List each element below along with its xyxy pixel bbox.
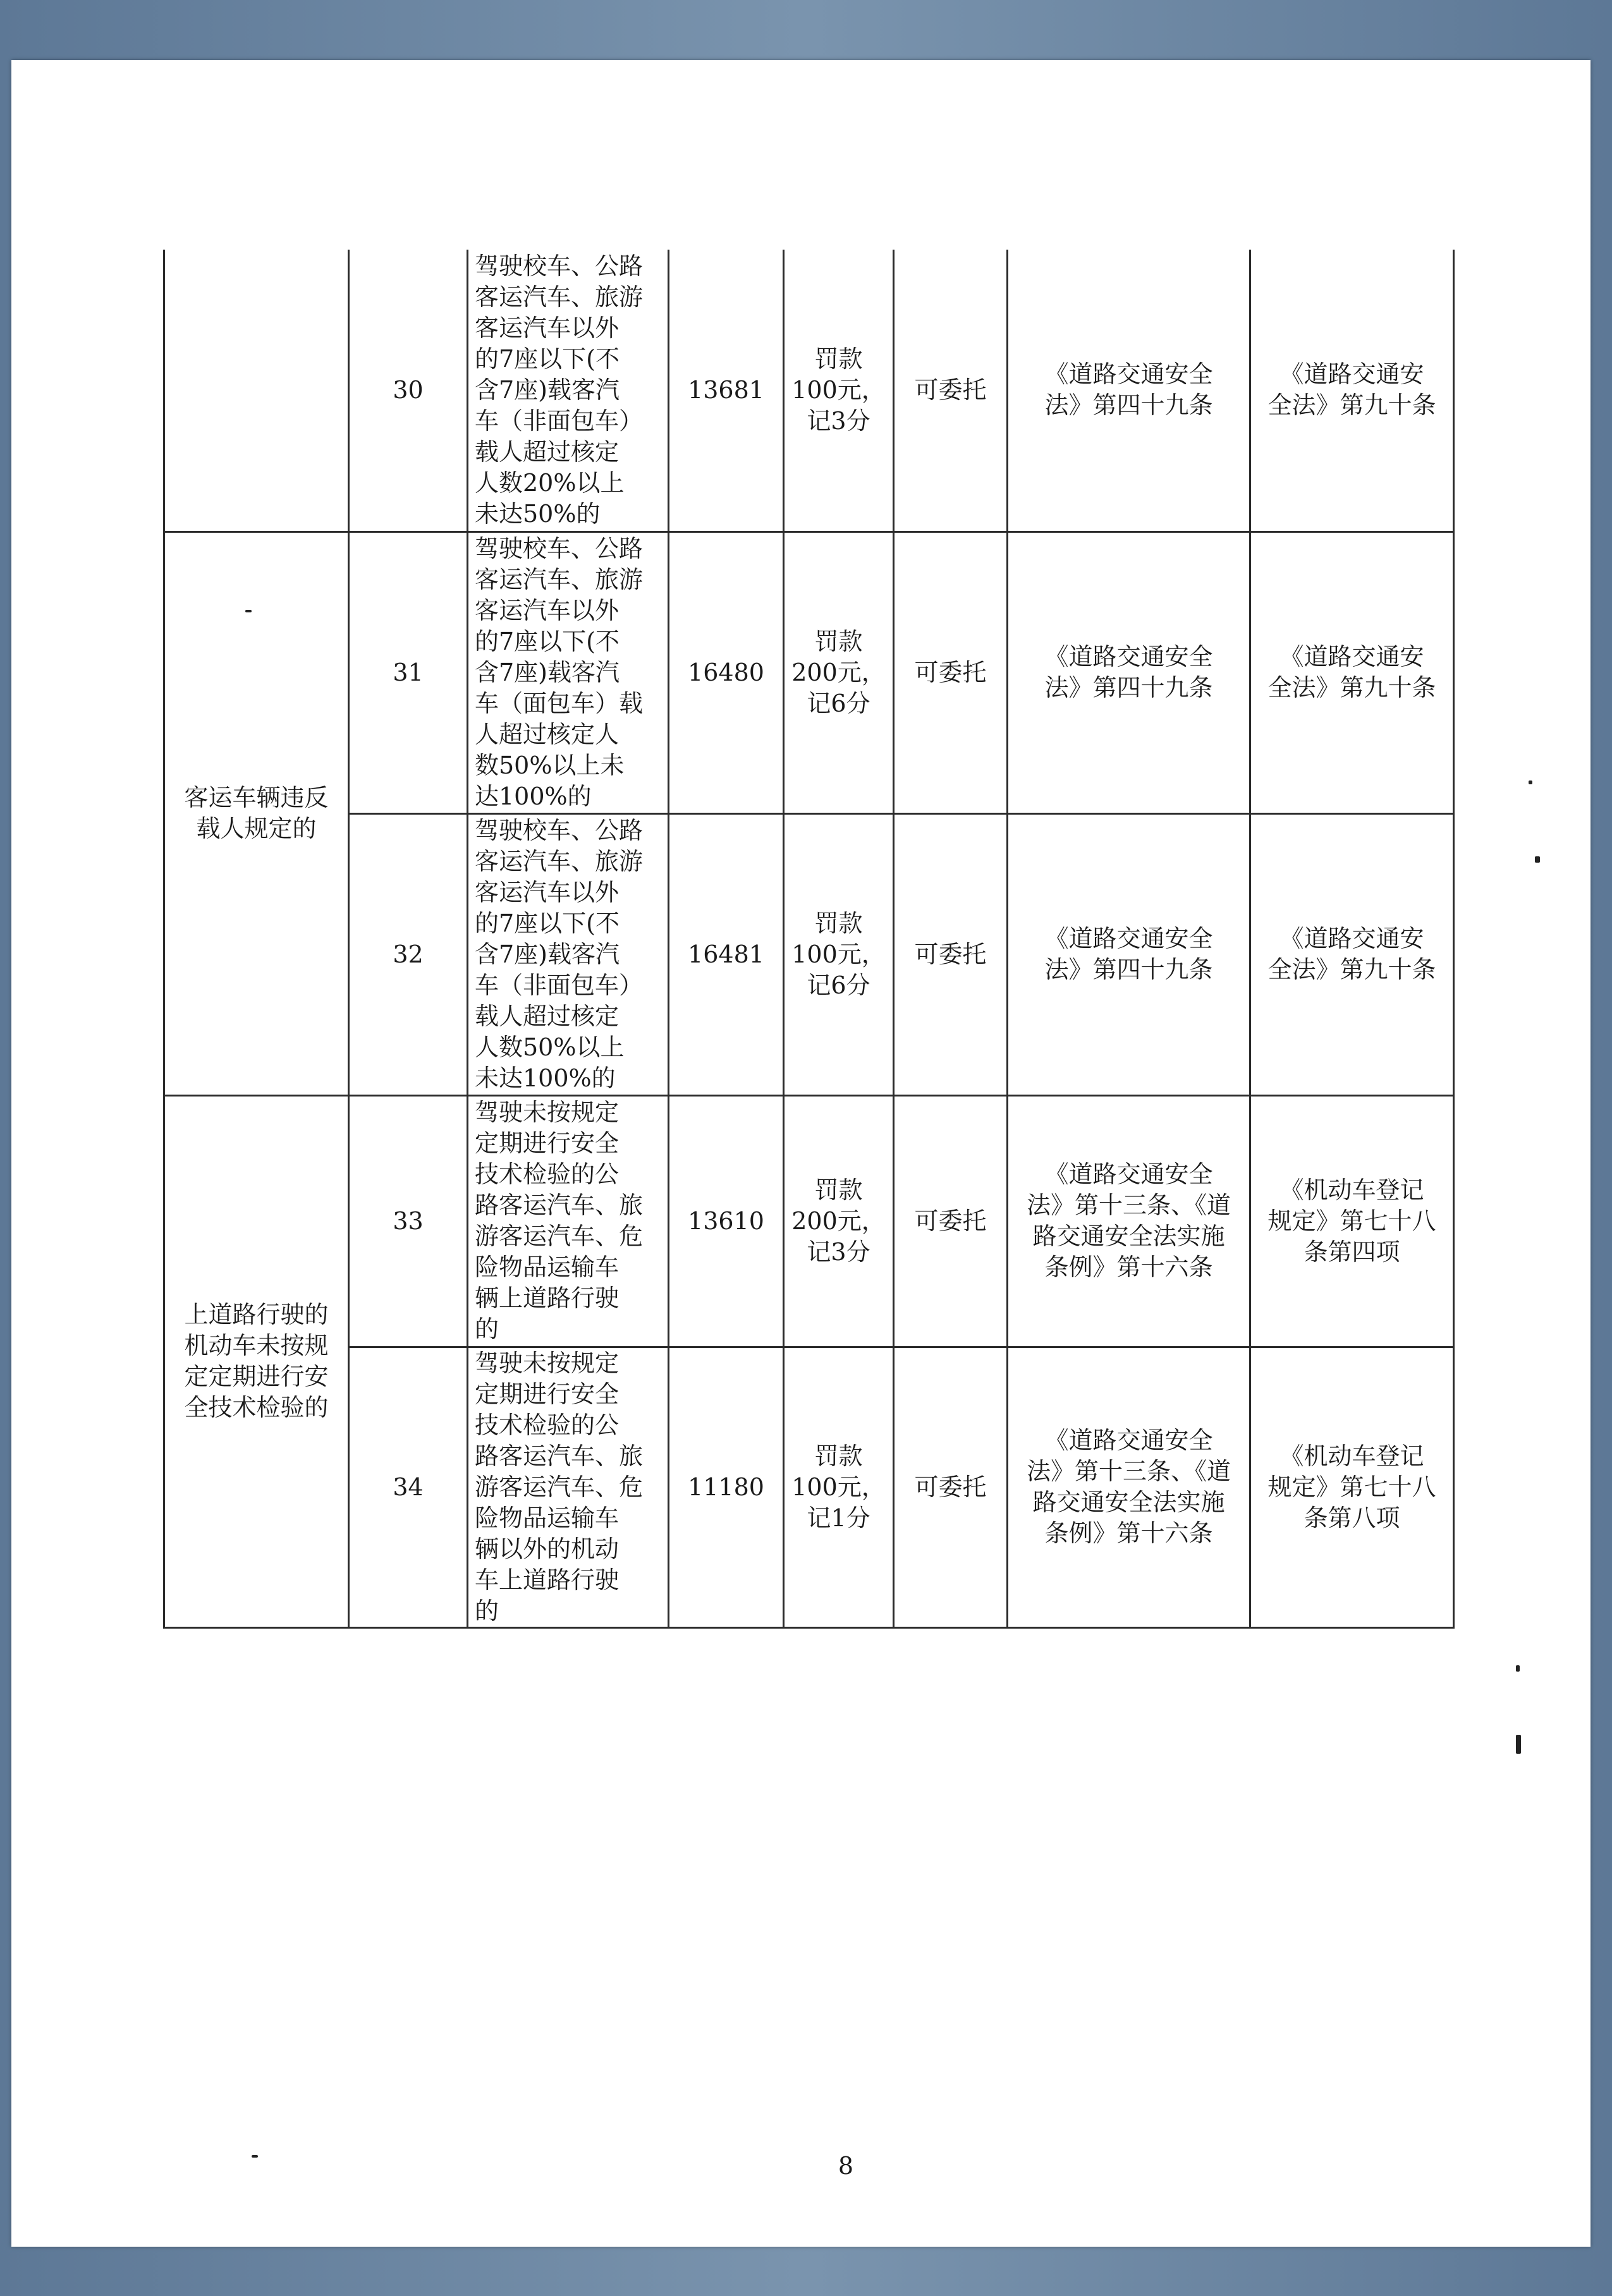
category-cell <box>164 250 349 531</box>
page-number: 8 <box>838 2152 854 2180</box>
penalty-basis: 《道路交通安 全法》第九十条 <box>1250 813 1454 1095</box>
violation-description: 驾驶未按规定 定期进行安全 技术检验的公 路客运汽车、旅 游客运汽车、危 险物品运输车 辆以外的机动 车上道路行驶 的 <box>468 1347 669 1627</box>
penalty-amount: 罚款 200元， 记3分 <box>784 1095 894 1347</box>
scan-speck <box>252 2155 258 2158</box>
scan-speck <box>245 610 252 612</box>
scan-speck <box>1516 1735 1521 1754</box>
violation-code: 11180 <box>669 1347 784 1627</box>
violation-code: 13681 <box>669 250 784 531</box>
table-row <box>164 1095 1454 1347</box>
penalty-basis: 《道路交通安 全法》第九十条 <box>1250 531 1454 813</box>
delegation-status: 可委托 <box>894 1347 1008 1627</box>
table-row <box>164 250 1454 531</box>
delegation-status: 可委托 <box>894 1095 1008 1347</box>
violated-law: 《道路交通安全 法》第十三条、《道 路交通安全法实施 条例》第十六条 <box>1008 1095 1250 1347</box>
scan-speck <box>1516 1665 1520 1672</box>
violated-law: 《道路交通安全 法》第十三条、《道 路交通安全法实施 条例》第十六条 <box>1008 1347 1250 1627</box>
row-number: 32 <box>349 813 468 1095</box>
delegation-status: 可委托 <box>894 531 1008 813</box>
row-number: 30 <box>349 250 468 531</box>
violation-description: 驾驶校车、公路 客运汽车、旅游 客运汽车以外 的7座以下(不 含7座)载客汽 车（面包车）载 人超过核定人 数50%以上未 达100%的 <box>468 531 669 813</box>
violation-description: 驾驶未按规定 定期进行安全 技术检验的公 路客运汽车、旅 游客运汽车、危 险物品运输车 辆上道路行驶 的 <box>468 1095 669 1347</box>
scan-speck <box>1529 781 1532 784</box>
violated-law: 《道路交通安全 法》第四十九条 <box>1008 813 1250 1095</box>
penalty-amount: 罚款 100元， 记3分 <box>784 250 894 531</box>
penalty-basis: 《机动车登记 规定》第七十八 条第四项 <box>1250 1095 1454 1347</box>
penalty-table <box>163 250 1455 1629</box>
delegation-status: 可委托 <box>894 250 1008 531</box>
category-cell: 客运车辆违反 载人规定的 <box>164 531 349 1095</box>
penalty-basis: 《机动车登记 规定》第七十八 条第八项 <box>1250 1347 1454 1627</box>
violation-description: 驾驶校车、公路 客运汽车、旅游 客运汽车以外 的7座以下(不 含7座)载客汽 车（非面包车） 载人超过核定 人数20%以上 未达50%的 <box>468 250 669 531</box>
table-row <box>164 813 1454 1095</box>
delegation-status: 可委托 <box>894 813 1008 1095</box>
row-number: 31 <box>349 531 468 813</box>
violation-description: 驾驶校车、公路 客运汽车、旅游 客运汽车以外 的7座以下(不 含7座)载客汽 车（非面包车） 载人超过核定 人数50%以上 未达100%的 <box>468 813 669 1095</box>
row-number: 33 <box>349 1095 468 1347</box>
scan-speck <box>1535 856 1540 863</box>
penalty-basis: 《道路交通安 全法》第九十条 <box>1250 250 1454 531</box>
violated-law: 《道路交通安全 法》第四十九条 <box>1008 531 1250 813</box>
violation-code: 13610 <box>669 1095 784 1347</box>
category-cell: 上道路行驶的 机动车未按规 定定期进行安 全技术检验的 <box>164 1095 349 1627</box>
row-number: 34 <box>349 1347 468 1627</box>
document-page <box>11 60 1591 2247</box>
penalty-amount: 罚款 100元， 记6分 <box>784 813 894 1095</box>
table-row <box>164 1347 1454 1627</box>
violation-code: 16480 <box>669 531 784 813</box>
violation-code: 16481 <box>669 813 784 1095</box>
penalty-amount: 罚款 200元， 记6分 <box>784 531 894 813</box>
violated-law: 《道路交通安全 法》第四十九条 <box>1008 250 1250 531</box>
penalty-amount: 罚款 100元， 记1分 <box>784 1347 894 1627</box>
table-row <box>164 531 1454 813</box>
